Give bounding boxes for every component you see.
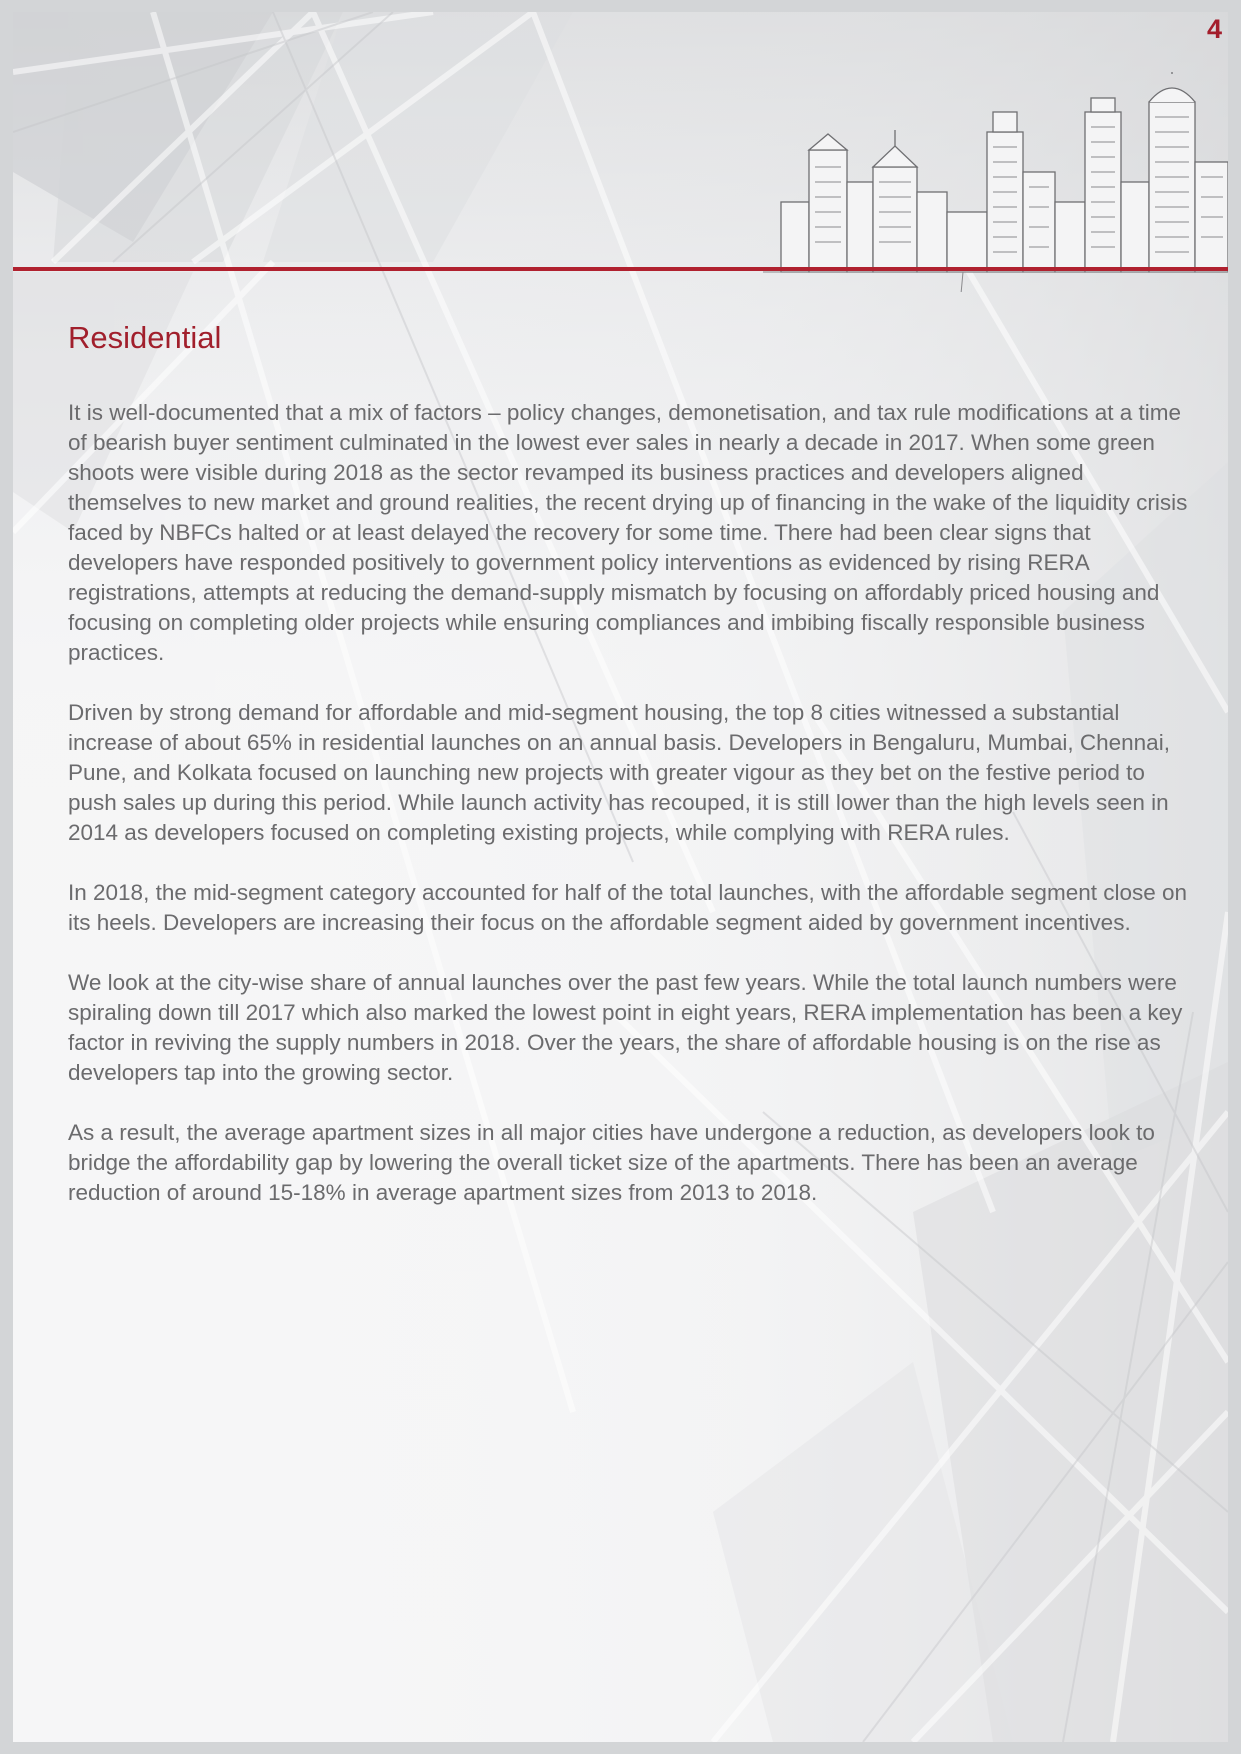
document-page xyxy=(13,12,1228,1742)
paragraph: As a result, the average apartment sizes in all major cities have undergone a reduction, as developers look to bridge the affordability gap by lowering the overall ticket size of the apartments. There has been an average reduction of around 15-18% in average apartment sizes from 2013 to 2018. xyxy=(68,1120,1155,1205)
section-title: Residential xyxy=(68,320,222,355)
paragraph: We look at the city-wise share of annual launches over the past few years. While the total launch numbers were spiraling down till 2017 which also marked the lowest point in eight years, RERA implementation has been a key factor in reviving the supply numbers in 2018. Over the years, the share of affordable housing is on the rise as developers tap into the growing sector. xyxy=(68,970,1183,1085)
paragraph: It is well-documented that a mix of factors – policy changes, demonetisation, and tax rule modifications at a time of bearish buyer sentiment culminated in the lowest ever sales in nearly a decade in 2017. When some green shoots were visible during 2018 as the sector revamped its business practices and developers aligned themselves to new market and ground realities, the recent drying up of financing in the wake of the liquidity crisis faced by NBFCs halted or at least delayed the recovery for some time. There had been clear signs that developers have responded positively to government policy interventions as evidenced by rising RERA registrations, attempts at reducing the demand-supply mismatch by focusing on affordably priced housing and focusing on completing older projects while ensuring compliances and imbibing fiscally responsible business practices. xyxy=(68,400,1188,665)
paragraph: Driven by strong demand for affordable and mid-segment housing, the top 8 cities witnessed a substantial increase of about 65% in residential launches on an annual basis. Developers in Bengaluru, Mumbai, Chennai, Pune, and Kolkata focused on launching new projects with greater vigour as they bet on the festive period to push sales up during this period. While launch activity has recouped, it is still lower than the high levels seen in 2014 as developers focused on completing existing projects, while complying with RERA rules. xyxy=(68,700,1170,845)
page-number: 4 xyxy=(1206,14,1222,44)
paragraph: In 2018, the mid-segment category accounted for half of the total launches, with the affordable segment close on its heels. Developers are increasing their focus on the affordable segment aided by government incentives. xyxy=(68,880,1188,935)
city-skyline-sketch-icon xyxy=(763,72,1228,292)
header-divider xyxy=(13,267,1228,271)
article-body xyxy=(68,314,1198,1238)
